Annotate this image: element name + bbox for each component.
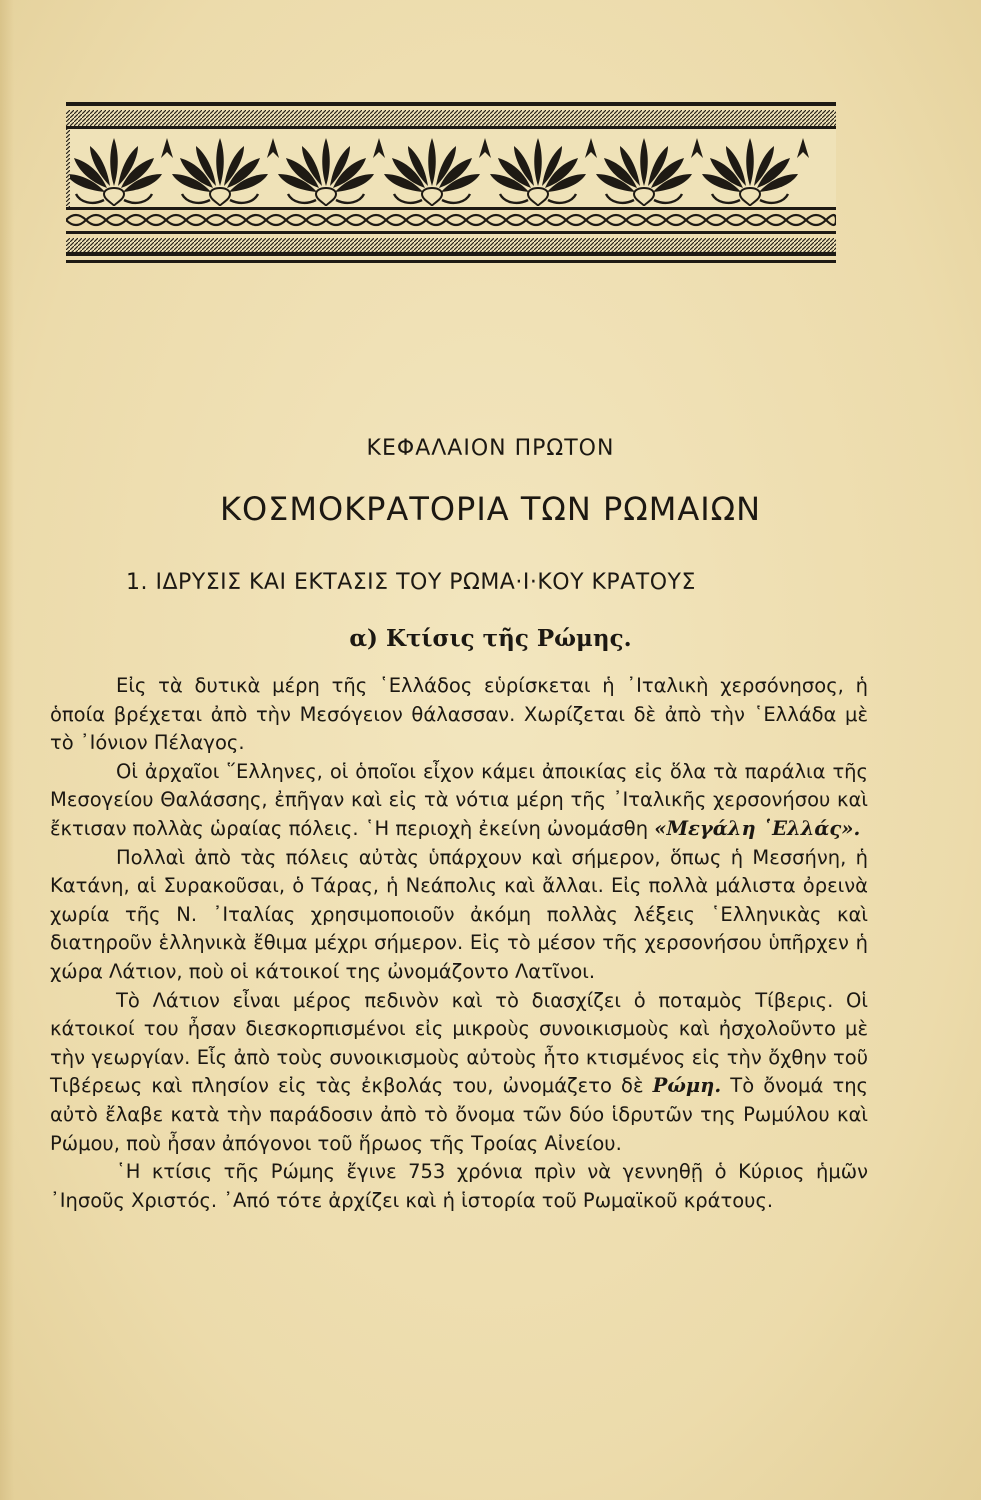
paragraph-2: [50, 758, 868, 844]
section-title: 1. ΙΔΡΥΣΙΣ ΚΑΙ ΕΚΤΑΣΙΣ ΤΟΥ ΡΩΜΑ·Ι·ΚΟΥ ΚΡΑΤΟΥΣ: [126, 570, 696, 595]
paragraph-4-tail: Τὸ ὄνομά της αὐτὸ ἔλαβε κατὰ τὴν παράδοσιν ἀπὸ τὸ ὄνομα τῶν δύο ἱδρυτῶν της Ρωμύλου καὶ Ρώμου, ποὺ ἦσαν ἀπόγονοι τοῦ ἥρωος τῆς Τροίας Αἰνείου.: [50, 1074, 868, 1155]
body-text: [50, 672, 868, 1215]
chapter-title: ΚΟΣΜΟΚΡΑΤΟΡΙΑ ΤΩΝ ΡΩΜΑΙΩΝ: [219, 490, 762, 528]
palmette-ornament-banner: [66, 102, 836, 268]
roma-emphasis: Ρώμη.: [652, 1074, 722, 1098]
page-edge-shadow: [0, 0, 14, 1500]
paragraph-2-text: Οἱ ἀρχαῖοι ῞Ελληνες, οἱ ὁποῖοι εἶχον κάμει ἀποικίας εἰς ὅλα τὰ παράλια τῆς Μεσογείου Θαλάσσης, ἐπῆγαν καὶ εἰς τὰ νότια μέρη τῆς ᾿Ιταλικῆς χερσονήσου καὶ ἔκτισαν πολλὰς ὡραίας πόλεις. ῾Η περιοχὴ ἐκείνη ὠνομάσθη: [50, 759, 868, 840]
paragraph-4-text: Τὸ Λάτιον εἶναι μέρος πεδινὸν καὶ τὸ διασχίζει ὁ ποταμὸς Τίβερις. Οἱ κάτοικοί του ἦσαν διεσκορπισμένοι εἰς μικροὺς συνοικισμοὺς καὶ ἠσχολοῦντο μὲ τὴν γεωργίαν. Εἷς ἀπὸ τοὺς συνοικισμοὺς αὐτοὺς ἦτο κτισμένος εἰς τὴν ὄχθην τοῦ Τιβέρεως καὶ πλησίον εἰς τὰς ἐκβολάς του, ὠνομάζετο δὲ: [50, 988, 868, 1098]
chapter-label: ΚΕΦΑΛΑΙΟΝ ΠΡΩΤΟΝ: [366, 436, 615, 461]
paragraph-1: Εἰς τὰ δυτικὰ μέρη τῆς ῾Ελλάδος εὑρίσκεται ἡ ᾿Ιταλικὴ χερσόνησος, ἡ ὁποία βρέχεται ἀπὸ τὴν Μεσόγειον θάλασσαν. Χωρίζεται δὲ ἀπὸ τὴν ῾Ελλάδα μὲ τὸ ᾿Ιόνιον Πέλαγος.: [50, 674, 868, 755]
megali-ellas-emphasis: «Μεγάλη ῾Ελλάς».: [654, 816, 861, 840]
subsection-title: α) Κτίσις τῆς Ρώμης.: [349, 625, 632, 652]
paragraph-5: ῾Η κτίσις τῆς Ρώμης ἔγινε 753 χρόνια πρὶν νὰ γεννηθῇ ὁ Κύριος ἡμῶν ᾿Ιησοῦς Χριστός. ᾿Από τότε ἀρχίζει καὶ ἡ ἱστορία τοῦ Ρωμαϊκοῦ κράτους.: [50, 1160, 868, 1212]
paragraph-4: [50, 987, 868, 1159]
paragraph-3: Πολλαὶ ἀπὸ τὰς πόλεις αὐτὰς ὑπάρχουν καὶ σήμερον, ὅπως ἡ Μεσσήνη, ἡ Κατάνη, αἱ Συρακοῦσαι, ὁ Τάρας, ἡ Νεάπολις καὶ ἄλλαι. Εἰς πολλὰ μάλιστα ὀρεινὰ χωρία τῆς Ν. ᾿Ιταλίας χρησιμοποιοῦν ἀκόμη πολλὰς λέξεις ῾Ελληνικὰς καὶ διατηροῦν ἑλληνικὰ ἔθιμα μέχρι σήμερον. Εἰς τὸ μέσον τῆς χερσονήσου ὑπῆρχεν ἡ χώρα Λάτιον, ποὺ οἱ κάτοικοί της ὠνομάζοντο Λατῖνοι.: [50, 845, 868, 983]
